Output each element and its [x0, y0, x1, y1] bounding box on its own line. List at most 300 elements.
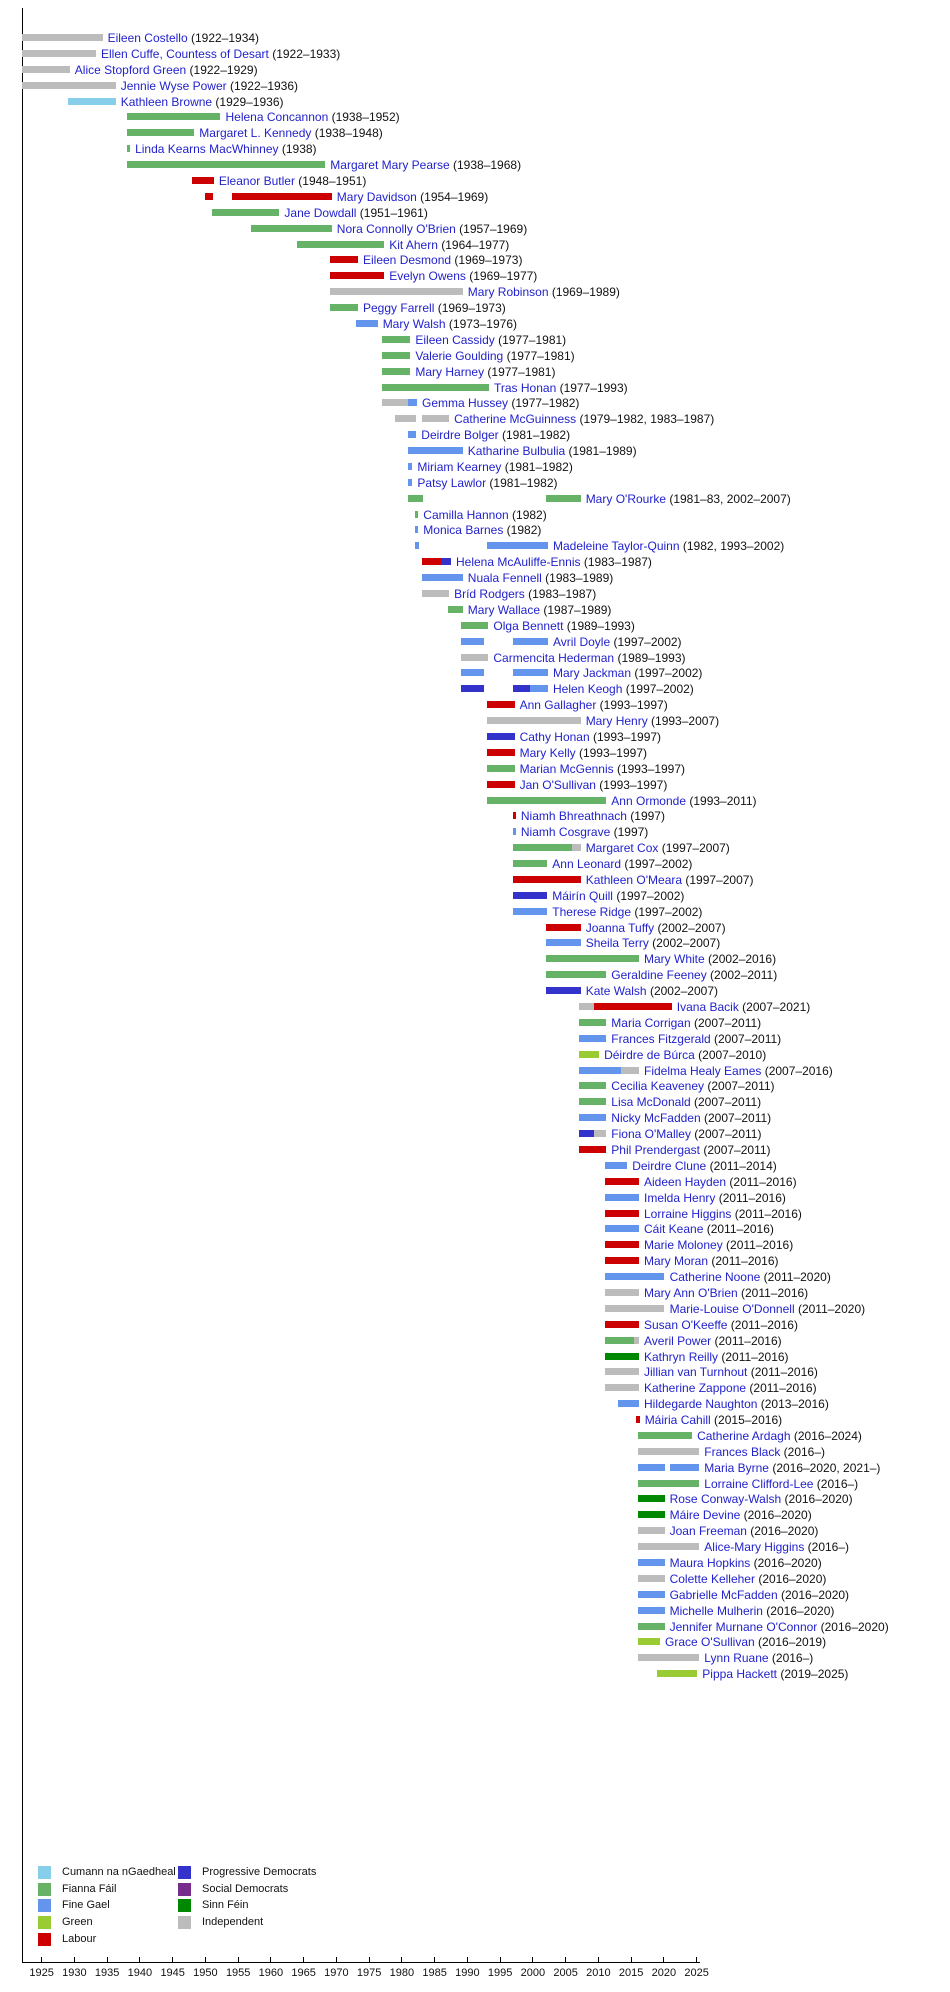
legend-swatch-sd [178, 1883, 191, 1896]
senator-name-link[interactable]: Mary Jackman [553, 666, 632, 681]
senator-name-link[interactable]: Mary Moran [644, 1254, 709, 1269]
legend-label-sd: Social Democrats [202, 1882, 289, 1895]
term-bar-segment [579, 1130, 594, 1137]
legend-swatch-sf [178, 1899, 191, 1912]
senator-name-link[interactable]: Eileen Cassidy [415, 332, 495, 347]
senator-row-label [611, 1031, 781, 1047]
senator-name-link[interactable]: Maria Byrne [704, 1460, 769, 1475]
axis-tick-label: 1975 [356, 1967, 382, 1979]
senator-row-label [586, 983, 718, 999]
senator-name-link[interactable]: Geraldine Feeney [611, 968, 707, 983]
axis-tick [41, 1957, 42, 1962]
senator-row-label [644, 951, 776, 967]
senator-row-label [644, 1317, 798, 1333]
senator-name-link[interactable]: Helen Keogh [553, 682, 623, 697]
term-years-text: (1997–2007) [682, 872, 754, 887]
term-years-text: (1989–1993) [614, 650, 686, 665]
senator-row-label [330, 157, 521, 173]
senator-name-link[interactable]: Cathy Honan [519, 729, 590, 744]
senator-name-link[interactable]: Katharine Bulbulia [467, 444, 566, 458]
senator-row-label [520, 745, 647, 761]
senator-name-link[interactable]: Olga Bennett [493, 618, 564, 633]
term-bar-segment [605, 1337, 634, 1344]
term-bar-segment [461, 638, 484, 645]
term-bar-segment [605, 1368, 639, 1375]
senator-row-label [611, 1110, 771, 1126]
senator-name-link[interactable]: Eleanor Butler [218, 174, 295, 188]
term-bar-segment [579, 1146, 607, 1153]
senator-name-link[interactable]: Imelda Henry [644, 1190, 716, 1205]
term-years-text: (1989–1993) [563, 618, 635, 633]
senator-row-label [520, 777, 668, 793]
axis-tick-label: 1955 [225, 1967, 251, 1979]
senator-name-link[interactable]: Kathleen Browne [120, 94, 213, 109]
axis-tick-label: 2020 [651, 1967, 677, 1979]
term-bar-segment [461, 654, 489, 661]
term-bar-segment [422, 558, 442, 565]
senator-name-link[interactable]: Joanna Tuffy [585, 920, 655, 935]
term-bar-segment [638, 1543, 700, 1550]
axis-tick [172, 1957, 173, 1962]
senator-row-label [697, 1428, 862, 1444]
axis-tick-label: 1995 [487, 1967, 513, 1979]
term-bar-segment [448, 606, 463, 613]
senator-name-link[interactable]: Marian McGennis [519, 761, 614, 776]
term-years-text: (2007–2021) [738, 1000, 811, 1014]
term-years-text: (1997–2002) [612, 888, 685, 903]
senator-row-label [644, 1380, 817, 1396]
term-years-text: (2007–2011) [700, 1143, 771, 1157]
term-bar-segment [546, 971, 606, 978]
senator-name-link[interactable]: Catherine Ardagh [697, 1428, 791, 1443]
term-years-text: (2011–2016) [746, 1381, 817, 1396]
term-years-text: (2016–) [813, 1476, 859, 1491]
senator-name-link[interactable]: Nicky McFadden [611, 1111, 701, 1126]
senator-name-link[interactable]: Monica Barnes [423, 523, 504, 538]
term-years-text: (2011–2016) [718, 1349, 789, 1364]
term-years-text: (1993–1997) [596, 698, 668, 713]
senator-name-link[interactable]: Therese Ridge [552, 904, 632, 919]
term-years-text: (1981–1989) [565, 444, 637, 458]
term-years-text: (1954–1969) [416, 189, 489, 204]
axis-tick [401, 1957, 402, 1962]
y-axis-line [22, 8, 23, 1963]
senator-name-link[interactable]: Michelle Mulherin [669, 1603, 763, 1618]
senator-name-link[interactable]: Ann Leonard [552, 857, 622, 871]
senator-row-label [389, 237, 509, 253]
senator-name-link[interactable]: Ann Gallagher [519, 698, 597, 713]
term-years-text: (1993–2007) [647, 714, 720, 729]
term-bar-segment [513, 844, 572, 851]
senator-row-label [454, 411, 714, 427]
senator-name-link[interactable]: Deirdre Clune [632, 1158, 707, 1173]
senator-row-label [363, 252, 522, 268]
senator-name-link[interactable]: Kate Walsh [585, 984, 647, 999]
senator-row-label [644, 1285, 808, 1301]
senator-row-label [494, 380, 628, 396]
term-bar-segment [513, 908, 547, 915]
term-years-text: (2011–2016) [708, 1254, 779, 1269]
senator-row-label [520, 729, 661, 745]
senator-row-label [383, 316, 517, 332]
senator-name-link[interactable]: Helena McAuliffe-Ennis [456, 555, 581, 570]
term-bar-segment [192, 177, 214, 184]
term-years-text: (1938–1968) [449, 158, 522, 173]
axis-tick [270, 1957, 271, 1962]
senator-name-link[interactable]: Kit Ahern [389, 237, 438, 252]
senator-row-label [121, 94, 284, 110]
senator-name-link[interactable]: Sheila Terry [585, 936, 649, 951]
term-bar-segment [415, 511, 418, 518]
term-years-text: (2002–2007) [646, 984, 718, 999]
senator-name-link[interactable]: Grace O'Sullivan [665, 1635, 755, 1650]
term-bar-segment [330, 304, 358, 311]
senator-row-label [611, 793, 756, 809]
term-bar-segment [638, 1591, 665, 1598]
senator-name-link[interactable]: Mary Harney [415, 364, 485, 379]
senator-name-link[interactable]: Lorraine Higgins [644, 1206, 732, 1221]
axis-tick-label: 2015 [618, 1967, 644, 1979]
senator-name-link[interactable]: Ellen Cuffe, Countess of Desart [101, 46, 269, 61]
senator-row-label [704, 1460, 880, 1476]
senator-name-link[interactable]: Jan O'Sullivan [519, 777, 596, 792]
term-bar-segment [408, 399, 417, 406]
term-years-text: (1983–1989) [541, 571, 614, 586]
legend-label-lab: Labour [62, 1932, 97, 1945]
senator-row-label [611, 1126, 761, 1142]
axis-tick-label: 1945 [160, 1967, 185, 1979]
senator-name-link[interactable]: Frances Fitzgerald [611, 1031, 711, 1046]
senator-name-link[interactable]: Mary Robinson [467, 285, 549, 300]
term-years-text: (2013–2016) [757, 1397, 829, 1412]
senator-name-link[interactable]: Jillian van Turnhout [644, 1365, 748, 1380]
term-bar-segment [605, 1321, 639, 1328]
term-years-text: (2011–2020) [794, 1301, 866, 1316]
term-years-text: (2019–2025) [777, 1667, 849, 1682]
term-years-text: (2002–2007) [654, 920, 726, 935]
term-bar-segment [408, 495, 422, 502]
senator-row-label [423, 507, 546, 523]
term-years-text: (1973–1976) [445, 316, 517, 331]
term-years-text: (1922–1936) [226, 78, 299, 93]
axis-tick [107, 1957, 108, 1962]
senator-row-label [670, 1571, 827, 1587]
term-years-text: (1977–1993) [556, 380, 628, 395]
senator-name-link[interactable]: Mary Henry [585, 714, 648, 729]
senator-name-link[interactable]: Joan Freeman [669, 1524, 747, 1539]
term-years-text: (2002–2011) [706, 968, 778, 983]
term-years-text: (2016–2020) [746, 1524, 819, 1539]
senator-name-link[interactable]: Kathleen O'Meara [585, 872, 683, 887]
term-bar-segment [638, 1432, 692, 1439]
senator-name-link[interactable]: Nuala Fennell [467, 571, 542, 586]
senator-row-label [520, 761, 685, 777]
term-bar-segment [605, 1257, 639, 1264]
senator-name-link[interactable]: Patsy Lawlor [417, 475, 487, 490]
senator-name-link[interactable]: Maura Hopkins [669, 1556, 751, 1570]
senator-row-label [415, 332, 566, 348]
term-years-text: (2011–2016) [715, 1190, 786, 1205]
senator-name-link[interactable]: Alice Stopford Green [74, 62, 187, 77]
senator-row-label [604, 1047, 766, 1063]
senator-name-link[interactable]: Deirdre Bolger [421, 428, 499, 443]
senator-name-link[interactable]: Fidelma Healy Eames [644, 1063, 762, 1078]
senator-name-link[interactable]: Margaret Cox [585, 841, 659, 856]
term-years-text: (2007–2016) [761, 1063, 833, 1078]
senator-name-link[interactable]: Máire Devine [669, 1508, 741, 1523]
axis-tick-label: 1985 [422, 1967, 447, 1979]
senator-row-label [552, 904, 702, 920]
axis-tick [303, 1957, 304, 1962]
senator-name-link[interactable]: Kathryn Reilly [644, 1349, 719, 1364]
term-bar-segment [395, 415, 416, 422]
term-bar-segment [579, 1003, 594, 1010]
senator-name-link[interactable]: Mary O'Rourke [585, 491, 666, 506]
term-bar-segment [605, 1162, 627, 1169]
senator-name-link[interactable]: Mary White [644, 952, 705, 967]
term-bar-segment [68, 98, 116, 105]
senator-name-link[interactable]: Lisa McDonald [611, 1095, 691, 1110]
senator-name-link[interactable]: Madeleine Taylor-Quinn [553, 539, 680, 554]
term-years-text: (1993–1997) [595, 777, 668, 792]
senator-name-link[interactable]: Jennifer Murnane O'Connor [669, 1619, 818, 1634]
senator-name-link[interactable]: Mary Ann O'Brien [644, 1285, 738, 1300]
senator-name-link[interactable]: Mary Davidson [336, 189, 417, 204]
senator-name-link[interactable]: Gabrielle McFadden [669, 1587, 778, 1602]
senator-name-link[interactable]: Alice-Mary Higgins [704, 1540, 805, 1555]
legend-swatch-ind [178, 1916, 191, 1929]
senator-name-link[interactable]: Eileen Desmond [363, 253, 452, 268]
term-years-text: (2011–2016) [727, 1317, 798, 1332]
legend-label-pd: Progressive Democrats [202, 1866, 317, 1878]
senator-name-link[interactable]: Susan O'Keeffe [644, 1317, 728, 1332]
term-years-text: (2016–2020) [777, 1587, 850, 1602]
senator-row-label [108, 30, 259, 46]
senator-name-link[interactable]: Rose Conway-Walsh [669, 1492, 782, 1507]
senator-name-link[interactable]: Marie Moloney [644, 1238, 723, 1253]
term-bar-segment [546, 495, 581, 502]
senator-name-link[interactable]: Margaret Mary Pearse [330, 158, 450, 173]
term-bar-segment [251, 225, 332, 232]
term-bar-segment [638, 1638, 660, 1645]
senator-row-label [644, 1253, 779, 1269]
senator-name-link[interactable]: Niamh Cosgrave [520, 825, 611, 840]
senator-row-label [101, 46, 340, 62]
senator-name-link[interactable]: Fiona O'Malley [611, 1127, 691, 1142]
term-years-text: (1969–1989) [548, 285, 620, 300]
term-years-text: (2002–2007) [648, 936, 721, 951]
senator-name-link[interactable]: Cáit Keane [644, 1222, 704, 1237]
senator-row-label [422, 395, 579, 411]
senator-name-link[interactable]: Phil Prendergast [611, 1143, 701, 1157]
term-bar-segment [636, 1416, 639, 1423]
senator-name-link[interactable]: Miriam Kearney [417, 459, 502, 474]
term-bar-segment [382, 336, 410, 343]
term-years-text: (2011–2020) [760, 1270, 831, 1284]
senator-row-label [586, 872, 754, 888]
term-bar-segment [127, 129, 195, 136]
senator-row-label [468, 284, 620, 300]
term-bar-segment [461, 622, 489, 629]
senator-name-link[interactable]: Ivana Bacik [676, 1000, 739, 1014]
term-bar-segment [638, 1575, 665, 1582]
senator-name-link[interactable]: Aideen Hayden [644, 1174, 727, 1189]
term-bar-segment [330, 288, 463, 295]
senator-name-link[interactable]: Máirín Quill [552, 888, 613, 903]
term-bar-segment [513, 860, 547, 867]
axis-tick [369, 1957, 370, 1962]
senator-row-label [553, 634, 682, 650]
senator-name-link[interactable]: Déirdre de Búrca [604, 1047, 695, 1062]
term-years-text: (1982, 1993–2002) [679, 539, 785, 554]
senator-name-link[interactable]: Maria Corrigan [611, 1015, 691, 1030]
senator-name-link[interactable]: Jane Dowdall [284, 205, 357, 220]
term-years-text: (2007–2011) [704, 1079, 775, 1094]
term-years-text: (2011–2016) [722, 1238, 794, 1253]
senator-row-label [611, 1142, 770, 1158]
term-bar-segment [513, 685, 529, 692]
x-axis-line [22, 1962, 700, 1963]
senator-name-link[interactable]: Margaret L. Kennedy [199, 126, 312, 141]
term-years-text: (1983–1987) [580, 555, 652, 570]
term-bar-segment [638, 1495, 665, 1502]
term-bar-segment [638, 1623, 665, 1630]
term-bar-segment [297, 241, 384, 248]
axis-tick [565, 1957, 566, 1962]
senator-row-label [493, 650, 685, 666]
senator-name-link[interactable]: Gemma Hussey [422, 396, 509, 411]
senator-row-label [702, 1666, 848, 1682]
senator-row-label [553, 665, 702, 681]
senator-name-link[interactable]: Linda Kearns MacWhinney [135, 142, 279, 157]
senator-name-link[interactable]: Lorraine Clifford-Lee [704, 1476, 814, 1491]
term-years-text: (1929–1936) [212, 94, 284, 109]
term-bar-segment [487, 765, 515, 772]
senator-name-link[interactable]: Frances Black [704, 1444, 781, 1459]
legend-label-ind: Independent [202, 1916, 264, 1929]
term-years-text: (2007–2010) [694, 1047, 767, 1062]
senator-name-link[interactable]: Valerie Goulding [415, 348, 504, 363]
term-bar-segment [422, 590, 450, 597]
term-bar-segment [487, 733, 515, 740]
senator-row-label [644, 1221, 774, 1237]
senator-name-link[interactable]: Mary Kelly [519, 745, 576, 760]
term-bar-segment [594, 1003, 672, 1010]
senator-name-link[interactable]: Catherine Noone [669, 1270, 761, 1284]
senator-row-label [704, 1650, 813, 1666]
term-years-text: (2016–2020) [740, 1508, 812, 1523]
senator-name-link[interactable]: Evelyn Owens [389, 269, 466, 284]
term-years-text: (1981–1982) [498, 428, 571, 443]
term-years-text: (1982) [503, 523, 542, 538]
senator-name-link[interactable]: Mary Wallace [467, 602, 541, 617]
axis-tick-label: 1990 [455, 1967, 480, 1979]
senator-name-link[interactable]: Mary Walsh [382, 316, 446, 331]
senator-name-link[interactable]: Avril Doyle [553, 634, 611, 649]
senator-name-link[interactable]: Pippa Hackett [702, 1667, 778, 1682]
term-bar-segment [382, 368, 410, 375]
senator-name-link[interactable]: Catherine McGuinness [454, 412, 577, 427]
term-bar-segment [330, 272, 384, 279]
term-years-text: (1982) [508, 507, 547, 522]
term-years-text: (2016–2020) [762, 1603, 835, 1618]
term-years-text: (1969–1977) [465, 269, 538, 284]
senator-name-link[interactable]: Hildegarde Naughton [644, 1397, 758, 1412]
legend-label-ff: Fianna Fáil [62, 1882, 117, 1895]
term-years-text: (2011–2016) [737, 1285, 809, 1300]
senator-row-label [704, 1476, 858, 1492]
senator-name-link[interactable]: Máiria Cahill [644, 1413, 711, 1427]
term-years-text: (1979–1982, 1983–1987) [576, 412, 715, 427]
term-years-text: (1922–1933) [268, 46, 341, 61]
axis-tick-label: 2025 [684, 1967, 709, 1979]
senator-row-label [520, 697, 668, 713]
senator-row-label [670, 1523, 819, 1539]
senator-row-label [552, 888, 684, 904]
term-years-text: (2011–2016) [711, 1333, 782, 1348]
senator-name-link[interactable]: Helena Concannon [225, 110, 329, 125]
senator-row-label [337, 221, 527, 237]
term-bar-segment [546, 955, 639, 962]
senator-name-link[interactable]: Carmencita Hederman [493, 650, 615, 665]
senator-name-link[interactable]: Averil Power [644, 1333, 712, 1348]
senator-name-link[interactable]: Ann Ormonde [611, 793, 687, 808]
senator-row-label [670, 1555, 822, 1571]
senator-name-link[interactable]: Peggy Farrell [363, 301, 435, 315]
term-bar-segment [579, 1114, 607, 1121]
senator-name-link[interactable]: Marie-Louise O'Donnell [669, 1301, 795, 1316]
term-years-text: (1957–1969) [455, 221, 528, 236]
term-years-text: (2007–2011) [700, 1111, 772, 1126]
senator-row-label [586, 840, 730, 856]
senator-name-link[interactable]: Bríd Rodgers [454, 587, 525, 601]
senator-row-label [586, 920, 726, 936]
senator-row-label [284, 205, 427, 221]
term-bar-segment [127, 145, 130, 152]
axis-tick-label: 2000 [520, 1967, 546, 1979]
term-bar-segment [513, 812, 516, 819]
axis-tick [238, 1957, 239, 1962]
senator-name-link[interactable]: Colette Kelleher [669, 1571, 755, 1586]
term-bar-segment [670, 1464, 699, 1471]
senator-name-link[interactable]: Camilla Hannon [423, 507, 509, 522]
axis-tick [205, 1957, 206, 1962]
senator-name-link[interactable]: Nora Connolly O'Brien [336, 221, 456, 236]
senator-row-label [415, 348, 574, 364]
senator-name-link[interactable]: Tras Honan [494, 380, 557, 395]
senator-row-label [670, 1619, 889, 1635]
senator-row-label [199, 125, 382, 141]
senator-name-link[interactable]: Jennie Wyse Power [120, 78, 227, 93]
axis-tick-label: 2010 [586, 1967, 611, 1979]
senator-row-label [468, 570, 613, 586]
term-years-text: (1983–1987) [524, 587, 597, 601]
legend-swatch-cng [38, 1866, 51, 1879]
term-years-text: (1993–1997) [575, 745, 647, 760]
senator-name-link[interactable]: Eileen Costello [107, 31, 188, 45]
legend-swatch-grn [38, 1916, 51, 1929]
term-bar-segment [513, 892, 547, 899]
term-bar-segment [605, 1289, 639, 1296]
term-bar-segment [382, 352, 410, 359]
senator-name-link[interactable]: Katherine Zappone [644, 1381, 747, 1396]
senator-name-link[interactable]: Lynn Ruane [704, 1651, 769, 1666]
senator-row-label [670, 1603, 835, 1619]
term-bar-segment [127, 161, 326, 168]
senator-name-link[interactable]: Niamh Bhreathnach [520, 809, 627, 824]
senator-row-label [665, 1634, 826, 1650]
senator-name-link[interactable]: Cecilia Keaveney [611, 1079, 705, 1094]
